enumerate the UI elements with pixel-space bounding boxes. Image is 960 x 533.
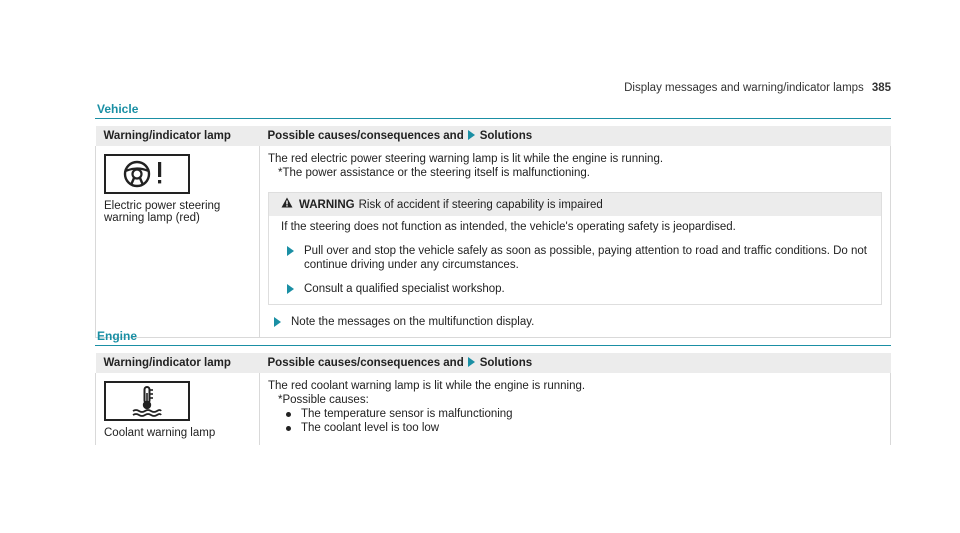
warning-step [281, 282, 873, 296]
steering-warning-icon [104, 154, 190, 194]
list-item-text: The coolant level is too low [301, 422, 440, 434]
bullet-icon [286, 412, 291, 417]
warning-body [269, 216, 881, 304]
warning-title: WARNING [299, 199, 355, 211]
page-number: 385 [871, 82, 891, 94]
warning-summary: Risk of accident if steering capability is impaired [358, 199, 603, 211]
table-header-causes-prefix: Possible causes/consequences and [267, 130, 464, 142]
table-header-solutions: Solutions [479, 130, 533, 142]
cause-text: *Possible causes: [278, 394, 369, 406]
table-header-solutions: Solutions [479, 357, 533, 369]
section-rule-engine [95, 345, 891, 346]
triangle-icon [287, 284, 294, 294]
note-step [268, 315, 882, 329]
section-title-vehicle: Vehicle [97, 102, 139, 116]
causes-cell [260, 146, 891, 338]
header-title: Display messages and warning/indicator lamps [624, 82, 864, 94]
table-header-lamp: Warning/indicator lamp [96, 126, 260, 146]
page-header [609, 80, 891, 96]
warning-step-text: Consult a qualified specialist workshop. [304, 283, 505, 295]
list-item [268, 407, 882, 421]
lamp-label: Coolant warning lamp [104, 427, 216, 439]
description-text: The red electric power steering warning lamp is lit while the engine is running. [268, 153, 664, 165]
warning-step [281, 244, 873, 272]
triangle-icon [468, 357, 475, 367]
table-header-causes [260, 353, 891, 373]
engine-table [95, 353, 891, 445]
lamp-cell [96, 373, 260, 445]
warning-header [269, 193, 881, 216]
list-item [268, 421, 882, 435]
cause-text: *The power assistance or the steering itself is malfunctioning. [278, 167, 590, 179]
section-title-engine: Engine [97, 329, 138, 343]
table-header-causes-prefix: Possible causes/consequences and [267, 357, 464, 369]
lamp-label: Electric power steering warning lamp (red) [104, 200, 221, 224]
warning-step-text: Pull over and stop the vehicle safely as soon as possible, paying attention to road and traffic conditions. Do not continue driving under any circumstances. [304, 245, 867, 271]
note-text: Note the messages on the multifunction display. [291, 316, 535, 328]
bullet-icon [286, 426, 291, 431]
lamp-cell [96, 146, 260, 338]
causes-cell [260, 373, 891, 445]
triangle-icon [287, 246, 294, 256]
table-header-causes [260, 126, 891, 146]
warning-triangle-icon [281, 197, 293, 212]
warning-text: If the steering does not function as intended, the vehicle's operating safety is jeopardised. [281, 221, 736, 233]
list-item-text: The temperature sensor is malfunctioning [301, 408, 513, 420]
description-text: The red coolant warning lamp is lit while the engine is running. [268, 380, 586, 392]
section-rule-vehicle [95, 118, 891, 119]
vehicle-table [95, 126, 891, 338]
triangle-icon [274, 317, 281, 327]
table-header-lamp: Warning/indicator lamp [96, 353, 260, 373]
coolant-warning-icon [104, 381, 190, 421]
warning-box [268, 192, 882, 305]
triangle-icon [468, 130, 475, 140]
